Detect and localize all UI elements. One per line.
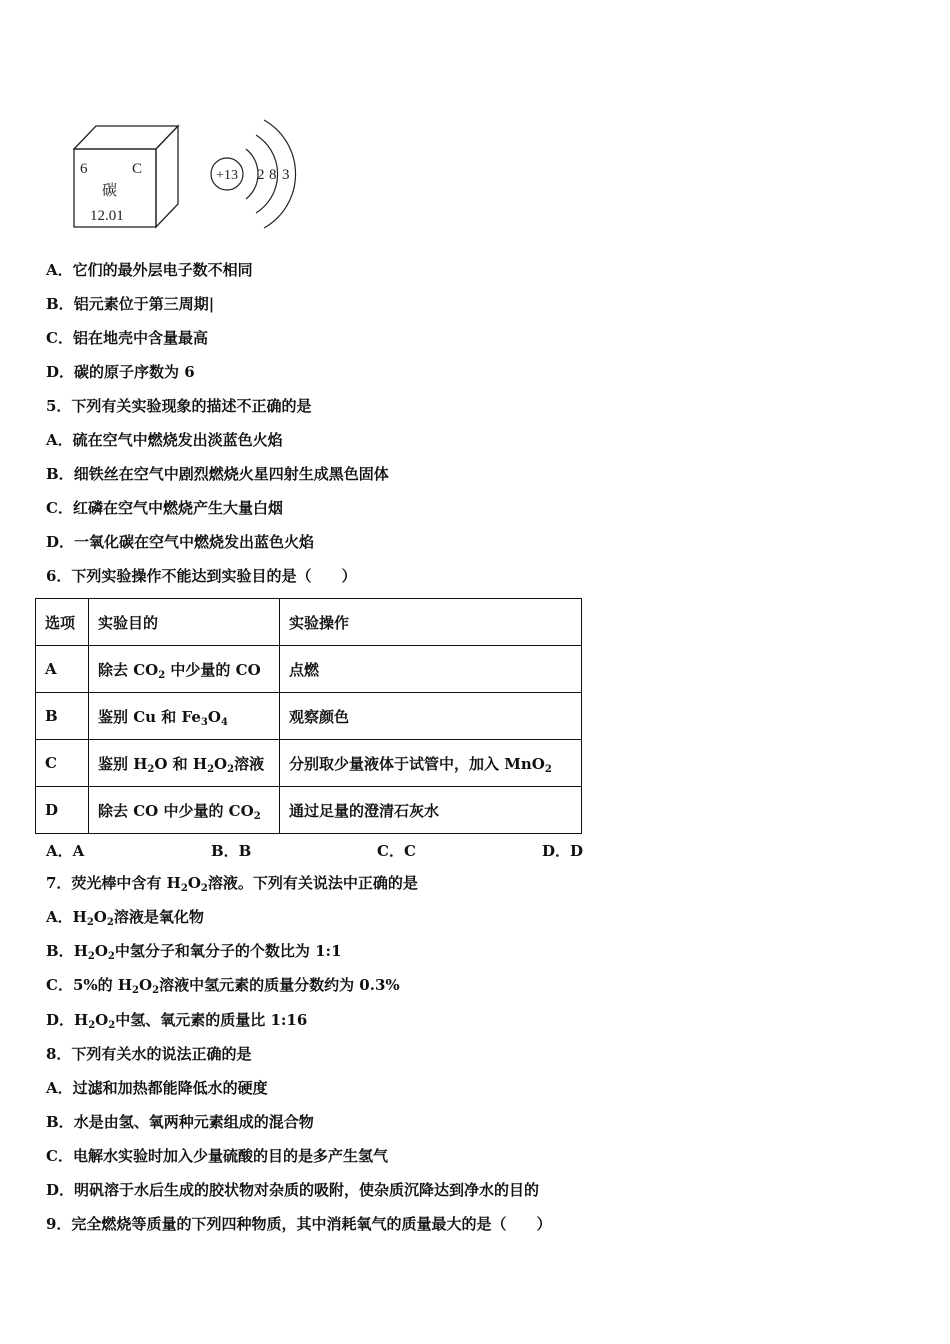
subscript: 2 [87,951,95,962]
stem-text: 溶液。下列有关说法中正确的是 [207,874,418,892]
subscript: 2 [544,763,552,775]
goal-text: 除去 CO 中少量的 CO [98,801,254,820]
q8-option-b [46,1112,314,1132]
option-text: 硫在空气中燃烧发出淡蓝色火焰 [72,431,283,449]
header-operation: 实验操作 [280,599,582,646]
option-text: O [94,942,108,960]
option-text: 溶液中氢元素的质量分数约为 0.3% [159,976,400,994]
option-letter: B． [46,942,74,960]
subscript: 2 [227,763,235,775]
option-letter: D． [46,1181,75,1199]
row-option: A [36,646,89,693]
row-operation: 观察颜色 [280,693,582,740]
subscript: 2 [106,917,114,928]
q7-stem [46,873,418,893]
q4-option-b [46,294,214,314]
option-letter: D． [46,1011,75,1029]
option-text: 中氢、氧元素的质量比 1:16 [115,1011,308,1029]
option-text: H [72,908,87,926]
atom-structure-diagram [211,120,296,228]
option-text: 铝在地壳中含量最高 [72,329,208,347]
option-letter: C． [46,1147,73,1165]
row-goal [89,740,280,787]
q5-option-c [46,498,283,518]
goal-text: 鉴别 Cu 和 Fe [98,707,201,726]
subscript: 2 [158,669,166,681]
option-text: 水是由氢、氧两种元素组成的混合物 [73,1113,314,1131]
subscript: 2 [108,1020,116,1031]
option-letter: A． [46,1079,73,1097]
stem-text: 7．荧光棒中含有 H [46,874,181,892]
option-letter: A． [46,431,73,449]
option-text: 电解水实验时加入少量硫酸的目的是多产生氢气 [72,1147,388,1165]
option-letter: B． [46,295,74,313]
subscript: 2 [107,951,115,962]
option-text: H [74,1011,89,1029]
q6-stem: 6．下列实验操作不能达到实验目的是（ ） [46,567,357,585]
subscript: 2 [152,985,160,996]
goal-text: O 和 H [154,754,208,773]
option-text: 铝元素位于第三周期| [73,295,215,313]
goal-text: 中少量的 CO [165,660,261,679]
option-letter: D． [46,533,75,551]
element-symbol: C [132,161,143,177]
option-letter: B． [46,1113,74,1131]
table-header-row [36,599,582,646]
goal-text: O [214,754,228,773]
answer-choice-b: B．B [211,842,252,860]
q5-stem: 5．下列有关实验现象的描述不正确的是 [46,397,312,415]
nucleus-charge: +13 [216,168,238,183]
subscript: 2 [88,1020,96,1031]
q8-option-c [46,1146,388,1166]
table-row [36,646,582,693]
option-text: 碳的原子序数为 6 [74,363,195,381]
row-goal [89,787,280,834]
shell-electrons-3: 3 [282,167,290,183]
row-option: D [36,787,89,834]
option-text: 细铁丝在空气中剧烈燃烧火星四射生成黑色固体 [73,465,389,483]
option-letter: A． [46,908,73,926]
option-text: 一氧化碳在空气中燃烧发出蓝色火焰 [74,533,315,551]
option-text: 中氢分子和氧分子的个数比为 1:1 [114,942,342,960]
table-row [36,787,582,834]
shell-electrons-1: 2 [257,167,265,183]
row-goal [89,693,280,740]
goal-text: 除去 CO [98,660,159,679]
row-operation [280,740,582,787]
subscript: 2 [132,985,140,996]
header-option: 选项 [36,599,89,646]
subscript: 3 [200,716,208,728]
q7-option-a [46,907,204,927]
option-text: O [139,976,153,994]
q7-option-b [46,941,342,961]
stem-text: O [187,874,201,892]
option-letter: A． [46,261,73,279]
option-text: 红磷在空气中燃烧产生大量白烟 [72,499,283,517]
option-letter: C． [46,499,73,517]
row-operation: 点燃 [280,646,582,693]
q6-table [35,598,582,834]
q5-option-b [46,464,389,484]
shell-electrons-2: 8 [269,167,277,183]
answer-choice-a: A．A [46,842,85,860]
option-text: 5%的 H [72,976,133,994]
q5-option-a [46,430,283,450]
answer-choice-d: D．D [542,842,584,860]
element-name: 碳 [102,181,118,199]
row-goal [89,646,280,693]
option-text: O [93,908,107,926]
row-option: B [36,693,89,740]
q8-stem: 8．下列有关水的说法正确的是 [46,1045,252,1063]
table-row [36,740,582,787]
option-letter: C． [46,329,73,347]
operation-text: 分别取少量液体于试管中，加入 MnO [289,754,545,773]
option-text: 它们的最外层电子数不相同 [72,261,253,279]
option-letter: D． [46,363,75,381]
goal-text: 溶液 [234,754,265,773]
row-option: C [36,740,89,787]
figure-carbon-aluminum [66,112,306,237]
q8-option-d [46,1180,539,1200]
option-letter: B． [46,465,74,483]
q4-option-c [46,328,208,348]
row-operation: 通过足量的澄清石灰水 [280,787,582,834]
option-text: 明矾溶于水后生成的胶状物对杂质的吸附，使杂质沉降达到净水的目的 [74,1181,540,1199]
goal-text: 鉴别 H [98,754,148,773]
element-atomic-mass: 12.01 [90,208,124,224]
q4-option-d [46,362,195,382]
element-atomic-number: 6 [80,161,88,177]
option-letter: C． [46,976,73,994]
q7-option-c [46,975,400,995]
option-text: H [73,942,88,960]
subscript: 2 [180,883,188,894]
q8-option-a [46,1078,268,1098]
q4-option-a [46,260,253,280]
subscript: 2 [253,810,261,822]
answer-choice-c: C．C [377,842,416,860]
table-row [36,693,582,740]
subscript: 2 [200,883,208,894]
subscript: 2 [147,763,155,775]
option-text: O [95,1011,109,1029]
q9-stem: 9．完全燃烧等质量的下列四种物质，其中消耗氧气的质量最大的是（ ） [46,1215,552,1233]
subscript: 2 [207,763,215,775]
q5-option-d [46,532,314,552]
option-text: 过滤和加热都能降低水的硬度 [72,1079,268,1097]
q7-option-d [46,1010,307,1030]
subscript: 4 [220,716,228,728]
option-text: 溶液是氧化物 [113,908,204,926]
header-goal: 实验目的 [89,599,280,646]
goal-text: O [207,707,221,726]
subscript: 2 [86,917,94,928]
